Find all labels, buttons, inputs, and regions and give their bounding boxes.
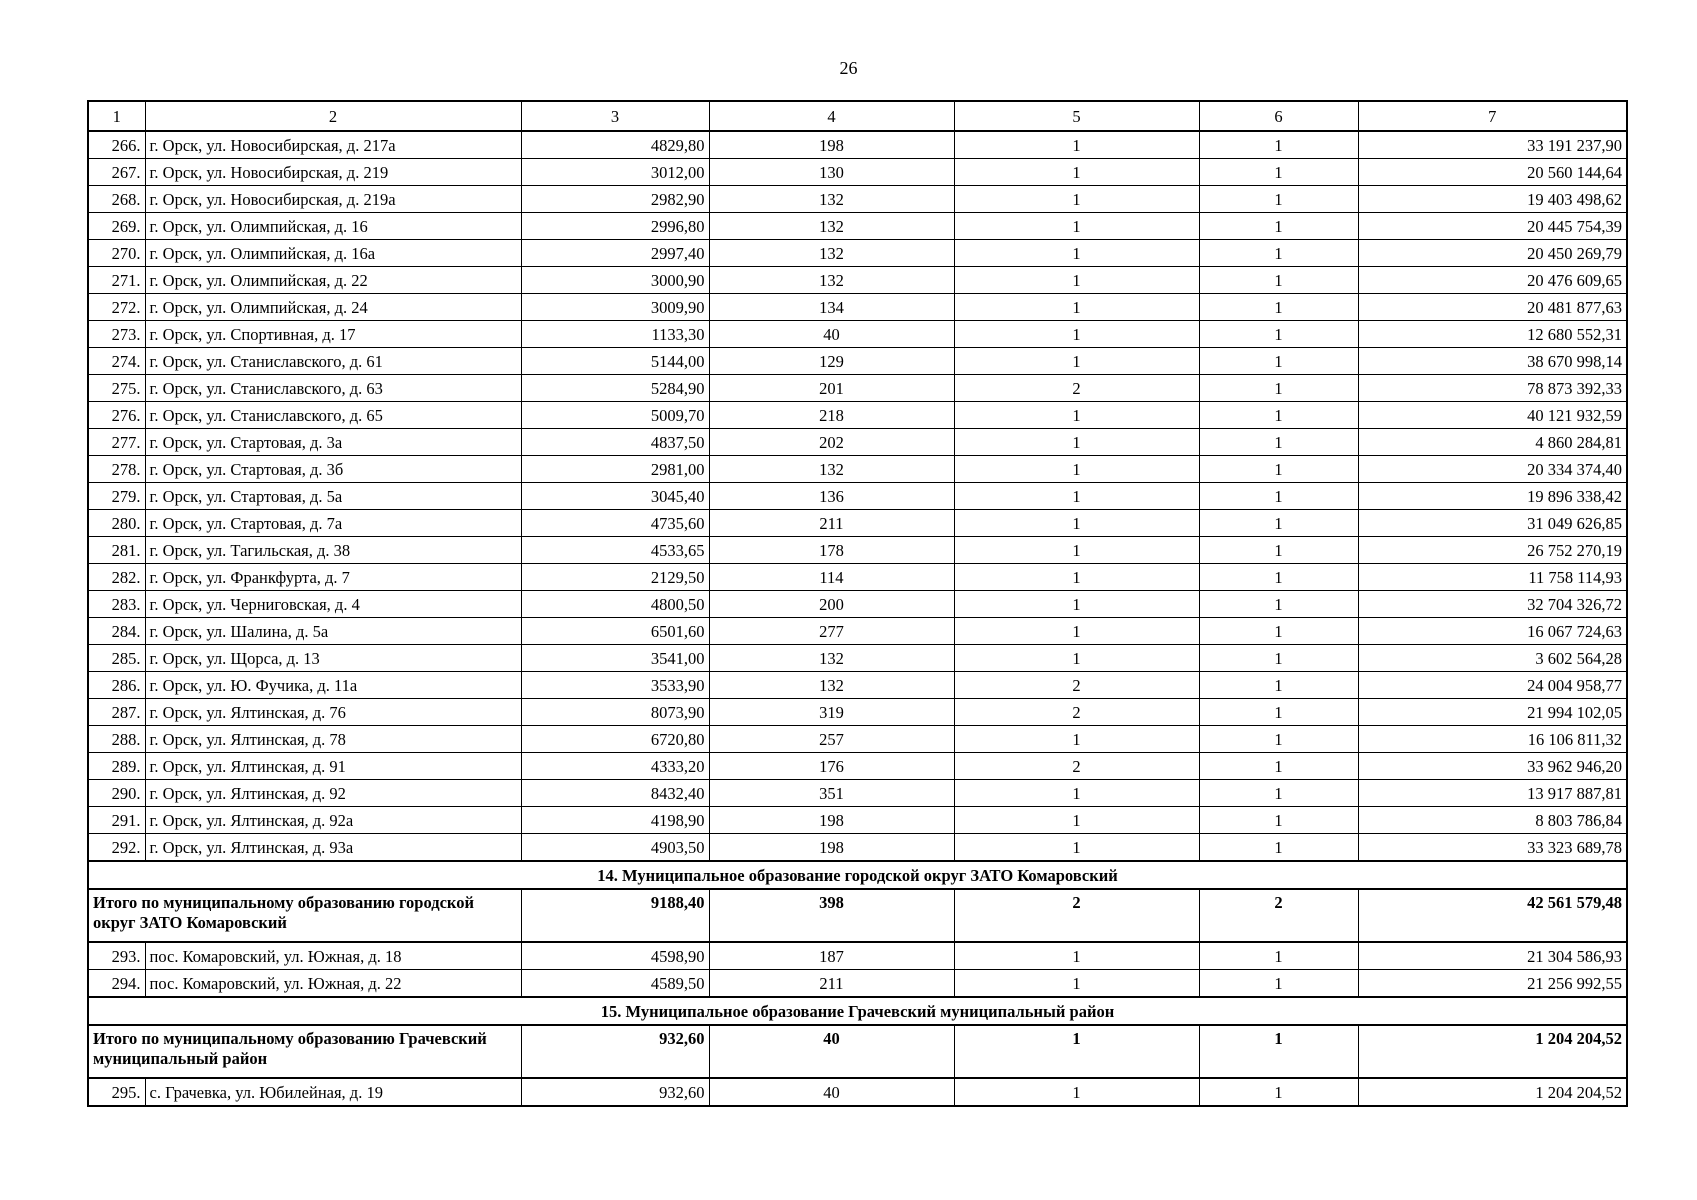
col6-cell: 1 (1199, 213, 1358, 240)
row-number: 295. (88, 1078, 145, 1106)
col6-cell: 1 (1199, 348, 1358, 375)
address-cell: г. Орск, ул. Франкфурта, д. 7 (145, 564, 521, 591)
col5-cell: 2 (954, 699, 1199, 726)
cost-cell: 16 106 811,32 (1358, 726, 1627, 753)
cost-cell: 20 560 144,64 (1358, 159, 1627, 186)
col6-cell: 1 (1199, 807, 1358, 834)
col5-cell: 1 (954, 186, 1199, 213)
count-cell: 277 (709, 618, 954, 645)
row-number: 275. (88, 375, 145, 402)
address-cell: г. Орск, ул. Ялтинская, д. 92 (145, 780, 521, 807)
count-cell: 178 (709, 537, 954, 564)
address-cell: г. Орск, ул. Стартовая, д. 3б (145, 456, 521, 483)
col5-cell: 2 (954, 375, 1199, 402)
col5-cell: 1 (954, 483, 1199, 510)
col6-cell: 1 (1199, 942, 1358, 970)
cost-cell: 11 758 114,93 (1358, 564, 1627, 591)
area-cell: 3045,40 (521, 483, 709, 510)
address-cell: г. Орск, ул. Ялтинская, д. 91 (145, 753, 521, 780)
col5-cell: 1 (954, 429, 1199, 456)
col5-cell: 1 (954, 267, 1199, 294)
col5-cell: 1 (954, 213, 1199, 240)
total-row (88, 1025, 1627, 1078)
count-cell: 132 (709, 456, 954, 483)
count-cell: 200 (709, 591, 954, 618)
column-header: 6 (1199, 101, 1358, 131)
cost-cell: 21 256 992,55 (1358, 970, 1627, 998)
area-cell: 2996,80 (521, 213, 709, 240)
table-row (88, 402, 1627, 429)
table-row (88, 970, 1627, 998)
address-cell: г. Орск, ул. Новосибирская, д. 219а (145, 186, 521, 213)
count-cell: 176 (709, 753, 954, 780)
address-cell: г. Орск, ул. Ялтинская, д. 92а (145, 807, 521, 834)
total-row (88, 889, 1627, 942)
section-title: 14. Муниципальное образование городской округ ЗАТО Комаровский (88, 861, 1627, 889)
area-cell: 2129,50 (521, 564, 709, 591)
table-row (88, 510, 1627, 537)
address-cell: г. Орск, ул. Новосибирская, д. 219 (145, 159, 521, 186)
table-row (88, 159, 1627, 186)
cost-cell: 21 994 102,05 (1358, 699, 1627, 726)
col6-cell: 1 (1199, 321, 1358, 348)
row-number: 268. (88, 186, 145, 213)
col5-cell: 1 (954, 510, 1199, 537)
total-col5: 1 (954, 1025, 1199, 1078)
cost-cell: 20 450 269,79 (1358, 240, 1627, 267)
area-cell: 1133,30 (521, 321, 709, 348)
count-cell: 187 (709, 942, 954, 970)
area-cell: 3541,00 (521, 645, 709, 672)
col6-cell: 1 (1199, 429, 1358, 456)
table-row (88, 699, 1627, 726)
count-cell: 218 (709, 402, 954, 429)
area-cell: 4589,50 (521, 970, 709, 998)
address-cell: г. Орск, ул. Олимпийская, д. 22 (145, 267, 521, 294)
table-row (88, 348, 1627, 375)
col5-cell: 1 (954, 402, 1199, 429)
col6-cell: 1 (1199, 834, 1358, 862)
col6-cell: 1 (1199, 240, 1358, 267)
column-header: 1 (88, 101, 145, 131)
cost-cell: 4 860 284,81 (1358, 429, 1627, 456)
address-cell: г. Орск, ул. Черниговская, д. 4 (145, 591, 521, 618)
cost-cell: 8 803 786,84 (1358, 807, 1627, 834)
row-number: 289. (88, 753, 145, 780)
table-row (88, 1078, 1627, 1106)
row-number: 291. (88, 807, 145, 834)
col6-cell: 1 (1199, 186, 1358, 213)
count-cell: 211 (709, 970, 954, 998)
count-cell: 211 (709, 510, 954, 537)
section-title: 15. Муниципальное образование Грачевский муниципальный район (88, 997, 1627, 1025)
count-cell: 129 (709, 348, 954, 375)
col6-cell: 1 (1199, 726, 1358, 753)
col6-cell: 1 (1199, 483, 1358, 510)
col5-cell: 1 (954, 131, 1199, 159)
count-cell: 40 (709, 1078, 954, 1106)
address-cell: г. Орск, ул. Станиславского, д. 61 (145, 348, 521, 375)
table-row (88, 267, 1627, 294)
table-row (88, 645, 1627, 672)
col5-cell: 1 (954, 780, 1199, 807)
area-cell: 932,60 (521, 1078, 709, 1106)
area-cell: 4198,90 (521, 807, 709, 834)
col6-cell: 1 (1199, 1078, 1358, 1106)
row-number: 279. (88, 483, 145, 510)
address-cell: г. Орск, ул. Олимпийская, д. 24 (145, 294, 521, 321)
col6-cell: 1 (1199, 672, 1358, 699)
col6-cell: 1 (1199, 591, 1358, 618)
table-body (88, 131, 1627, 1106)
cost-cell: 12 680 552,31 (1358, 321, 1627, 348)
address-cell: г. Орск, ул. Тагильская, д. 38 (145, 537, 521, 564)
area-cell: 5144,00 (521, 348, 709, 375)
address-cell: г. Орск, ул. Олимпийская, д. 16 (145, 213, 521, 240)
row-number: 293. (88, 942, 145, 970)
row-number: 286. (88, 672, 145, 699)
cost-cell: 33 962 946,20 (1358, 753, 1627, 780)
col6-cell: 1 (1199, 267, 1358, 294)
address-cell: г. Орск, ул. Стартовая, д. 5а (145, 483, 521, 510)
cost-cell: 21 304 586,93 (1358, 942, 1627, 970)
row-number: 273. (88, 321, 145, 348)
col6-cell: 1 (1199, 159, 1358, 186)
table-row (88, 456, 1627, 483)
col5-cell: 2 (954, 753, 1199, 780)
area-cell: 6501,60 (521, 618, 709, 645)
area-cell: 2981,00 (521, 456, 709, 483)
area-cell: 4735,60 (521, 510, 709, 537)
area-cell: 4829,80 (521, 131, 709, 159)
col5-cell: 1 (954, 348, 1199, 375)
address-cell: г. Орск, ул. Стартовая, д. 7а (145, 510, 521, 537)
address-cell: г. Орск, ул. Станиславского, д. 65 (145, 402, 521, 429)
col6-cell: 1 (1199, 753, 1358, 780)
col5-cell: 1 (954, 1078, 1199, 1106)
address-cell: г. Орск, ул. Ялтинская, д. 93а (145, 834, 521, 862)
col5-cell: 1 (954, 294, 1199, 321)
col5-cell: 1 (954, 591, 1199, 618)
cost-cell: 20 445 754,39 (1358, 213, 1627, 240)
area-cell: 4903,50 (521, 834, 709, 862)
cost-cell: 1 204 204,52 (1358, 1078, 1627, 1106)
count-cell: 132 (709, 186, 954, 213)
col5-cell: 1 (954, 618, 1199, 645)
table-row (88, 429, 1627, 456)
cost-cell: 24 004 958,77 (1358, 672, 1627, 699)
col5-cell: 1 (954, 834, 1199, 862)
col6-cell: 1 (1199, 294, 1358, 321)
cost-cell: 13 917 887,81 (1358, 780, 1627, 807)
address-cell: г. Орск, ул. Олимпийская, д. 16а (145, 240, 521, 267)
cost-cell: 40 121 932,59 (1358, 402, 1627, 429)
row-number: 278. (88, 456, 145, 483)
col6-cell: 1 (1199, 564, 1358, 591)
address-cell: с. Грачевка, ул. Юбилейная, д. 19 (145, 1078, 521, 1106)
col5-cell: 2 (954, 672, 1199, 699)
count-cell: 198 (709, 807, 954, 834)
area-cell: 4533,65 (521, 537, 709, 564)
total-col6: 2 (1199, 889, 1358, 942)
col5-cell: 1 (954, 807, 1199, 834)
row-number: 285. (88, 645, 145, 672)
area-cell: 4598,90 (521, 942, 709, 970)
cost-cell: 20 481 877,63 (1358, 294, 1627, 321)
cost-cell: 16 067 724,63 (1358, 618, 1627, 645)
col6-cell: 1 (1199, 645, 1358, 672)
row-number: 292. (88, 834, 145, 862)
row-number: 283. (88, 591, 145, 618)
count-cell: 136 (709, 483, 954, 510)
count-cell: 40 (709, 321, 954, 348)
count-cell: 132 (709, 240, 954, 267)
total-col6: 1 (1199, 1025, 1358, 1078)
table-row (88, 240, 1627, 267)
table-row (88, 294, 1627, 321)
col6-cell: 1 (1199, 699, 1358, 726)
address-cell: г. Орск, ул. Стартовая, д. 3а (145, 429, 521, 456)
table-row (88, 537, 1627, 564)
area-cell: 3533,90 (521, 672, 709, 699)
col5-cell: 1 (954, 726, 1199, 753)
table-row (88, 807, 1627, 834)
cost-cell: 20 334 374,40 (1358, 456, 1627, 483)
count-cell: 132 (709, 645, 954, 672)
cost-cell: 31 049 626,85 (1358, 510, 1627, 537)
table-row (88, 726, 1627, 753)
col5-cell: 1 (954, 537, 1199, 564)
row-number: 271. (88, 267, 145, 294)
address-cell: г. Орск, ул. Спортивная, д. 17 (145, 321, 521, 348)
count-cell: 132 (709, 213, 954, 240)
cost-cell: 3 602 564,28 (1358, 645, 1627, 672)
count-cell: 130 (709, 159, 954, 186)
area-cell: 5284,90 (521, 375, 709, 402)
col5-cell: 1 (954, 564, 1199, 591)
cost-cell: 20 476 609,65 (1358, 267, 1627, 294)
col5-cell: 1 (954, 456, 1199, 483)
col6-cell: 1 (1199, 456, 1358, 483)
count-cell: 132 (709, 267, 954, 294)
table-row (88, 672, 1627, 699)
column-header: 2 (145, 101, 521, 131)
section-header-row (88, 997, 1627, 1025)
area-cell: 8073,90 (521, 699, 709, 726)
area-cell: 8432,40 (521, 780, 709, 807)
col6-cell: 1 (1199, 510, 1358, 537)
row-number: 276. (88, 402, 145, 429)
col6-cell: 1 (1199, 537, 1358, 564)
address-cell: пос. Комаровский, ул. Южная, д. 18 (145, 942, 521, 970)
col6-cell: 1 (1199, 970, 1358, 998)
col6-cell: 1 (1199, 780, 1358, 807)
column-header: 5 (954, 101, 1199, 131)
cost-cell: 19 403 498,62 (1358, 186, 1627, 213)
address-cell: г. Орск, ул. Ялтинская, д. 78 (145, 726, 521, 753)
row-number: 290. (88, 780, 145, 807)
area-cell: 6720,80 (521, 726, 709, 753)
table-row (88, 834, 1627, 862)
total-cost: 1 204 204,52 (1358, 1025, 1627, 1078)
total-col5: 2 (954, 889, 1199, 942)
table-row (88, 564, 1627, 591)
area-cell: 2997,40 (521, 240, 709, 267)
row-number: 274. (88, 348, 145, 375)
total-count: 398 (709, 889, 954, 942)
col5-cell: 1 (954, 942, 1199, 970)
row-number: 269. (88, 213, 145, 240)
col5-cell: 1 (954, 970, 1199, 998)
address-cell: г. Орск, ул. Станиславского, д. 63 (145, 375, 521, 402)
count-cell: 257 (709, 726, 954, 753)
area-cell: 3012,00 (521, 159, 709, 186)
count-cell: 132 (709, 672, 954, 699)
total-label: Итого по муниципальному образованию городской округ ЗАТО Комаровский (88, 889, 521, 942)
cost-cell: 26 752 270,19 (1358, 537, 1627, 564)
area-cell: 4800,50 (521, 591, 709, 618)
count-cell: 198 (709, 834, 954, 862)
col5-cell: 1 (954, 321, 1199, 348)
row-number: 284. (88, 618, 145, 645)
row-number: 270. (88, 240, 145, 267)
address-cell: г. Орск, ул. Новосибирская, д. 217а (145, 131, 521, 159)
table-row (88, 942, 1627, 970)
col6-cell: 1 (1199, 375, 1358, 402)
total-area: 932,60 (521, 1025, 709, 1078)
address-cell: пос. Комаровский, ул. Южная, д. 22 (145, 970, 521, 998)
count-cell: 351 (709, 780, 954, 807)
cost-cell: 19 896 338,42 (1358, 483, 1627, 510)
total-area: 9188,40 (521, 889, 709, 942)
column-header: 4 (709, 101, 954, 131)
area-cell: 3009,90 (521, 294, 709, 321)
table-row (88, 483, 1627, 510)
cost-cell: 78 873 392,33 (1358, 375, 1627, 402)
count-cell: 134 (709, 294, 954, 321)
area-cell: 2982,90 (521, 186, 709, 213)
cost-cell: 32 704 326,72 (1358, 591, 1627, 618)
table-row (88, 131, 1627, 159)
table-row (88, 321, 1627, 348)
col5-cell: 1 (954, 159, 1199, 186)
area-cell: 4333,20 (521, 753, 709, 780)
row-number: 288. (88, 726, 145, 753)
row-number: 280. (88, 510, 145, 537)
column-header: 3 (521, 101, 709, 131)
area-cell: 5009,70 (521, 402, 709, 429)
address-cell: г. Орск, ул. Щорса, д. 13 (145, 645, 521, 672)
area-cell: 4837,50 (521, 429, 709, 456)
col6-cell: 1 (1199, 402, 1358, 429)
table-row (88, 591, 1627, 618)
table-row (88, 780, 1627, 807)
area-cell: 3000,90 (521, 267, 709, 294)
column-header-row (88, 101, 1627, 131)
col6-cell: 1 (1199, 618, 1358, 645)
column-header: 7 (1358, 101, 1627, 131)
col5-cell: 1 (954, 240, 1199, 267)
address-cell: г. Орск, ул. Ю. Фучика, д. 11а (145, 672, 521, 699)
row-number: 272. (88, 294, 145, 321)
address-cell: г. Орск, ул. Шалина, д. 5а (145, 618, 521, 645)
cost-cell: 33 323 689,78 (1358, 834, 1627, 862)
total-count: 40 (709, 1025, 954, 1078)
page-number: 26 (839, 58, 858, 78)
count-cell: 201 (709, 375, 954, 402)
count-cell: 319 (709, 699, 954, 726)
cost-cell: 38 670 998,14 (1358, 348, 1627, 375)
data-table (87, 100, 1628, 1107)
row-number: 287. (88, 699, 145, 726)
row-number: 266. (88, 131, 145, 159)
cost-cell: 33 191 237,90 (1358, 131, 1627, 159)
row-number: 282. (88, 564, 145, 591)
section-header-row (88, 861, 1627, 889)
total-cost: 42 561 579,48 (1358, 889, 1627, 942)
table-row (88, 753, 1627, 780)
count-cell: 198 (709, 131, 954, 159)
count-cell: 114 (709, 564, 954, 591)
col6-cell: 1 (1199, 131, 1358, 159)
total-label: Итого по муниципальному образованию Грачевский муниципальный район (88, 1025, 521, 1078)
row-number: 267. (88, 159, 145, 186)
row-number: 281. (88, 537, 145, 564)
row-number: 294. (88, 970, 145, 998)
row-number: 277. (88, 429, 145, 456)
address-cell: г. Орск, ул. Ялтинская, д. 76 (145, 699, 521, 726)
table-row (88, 375, 1627, 402)
table-row (88, 186, 1627, 213)
table-row (88, 618, 1627, 645)
col5-cell: 1 (954, 645, 1199, 672)
table-row (88, 213, 1627, 240)
count-cell: 202 (709, 429, 954, 456)
